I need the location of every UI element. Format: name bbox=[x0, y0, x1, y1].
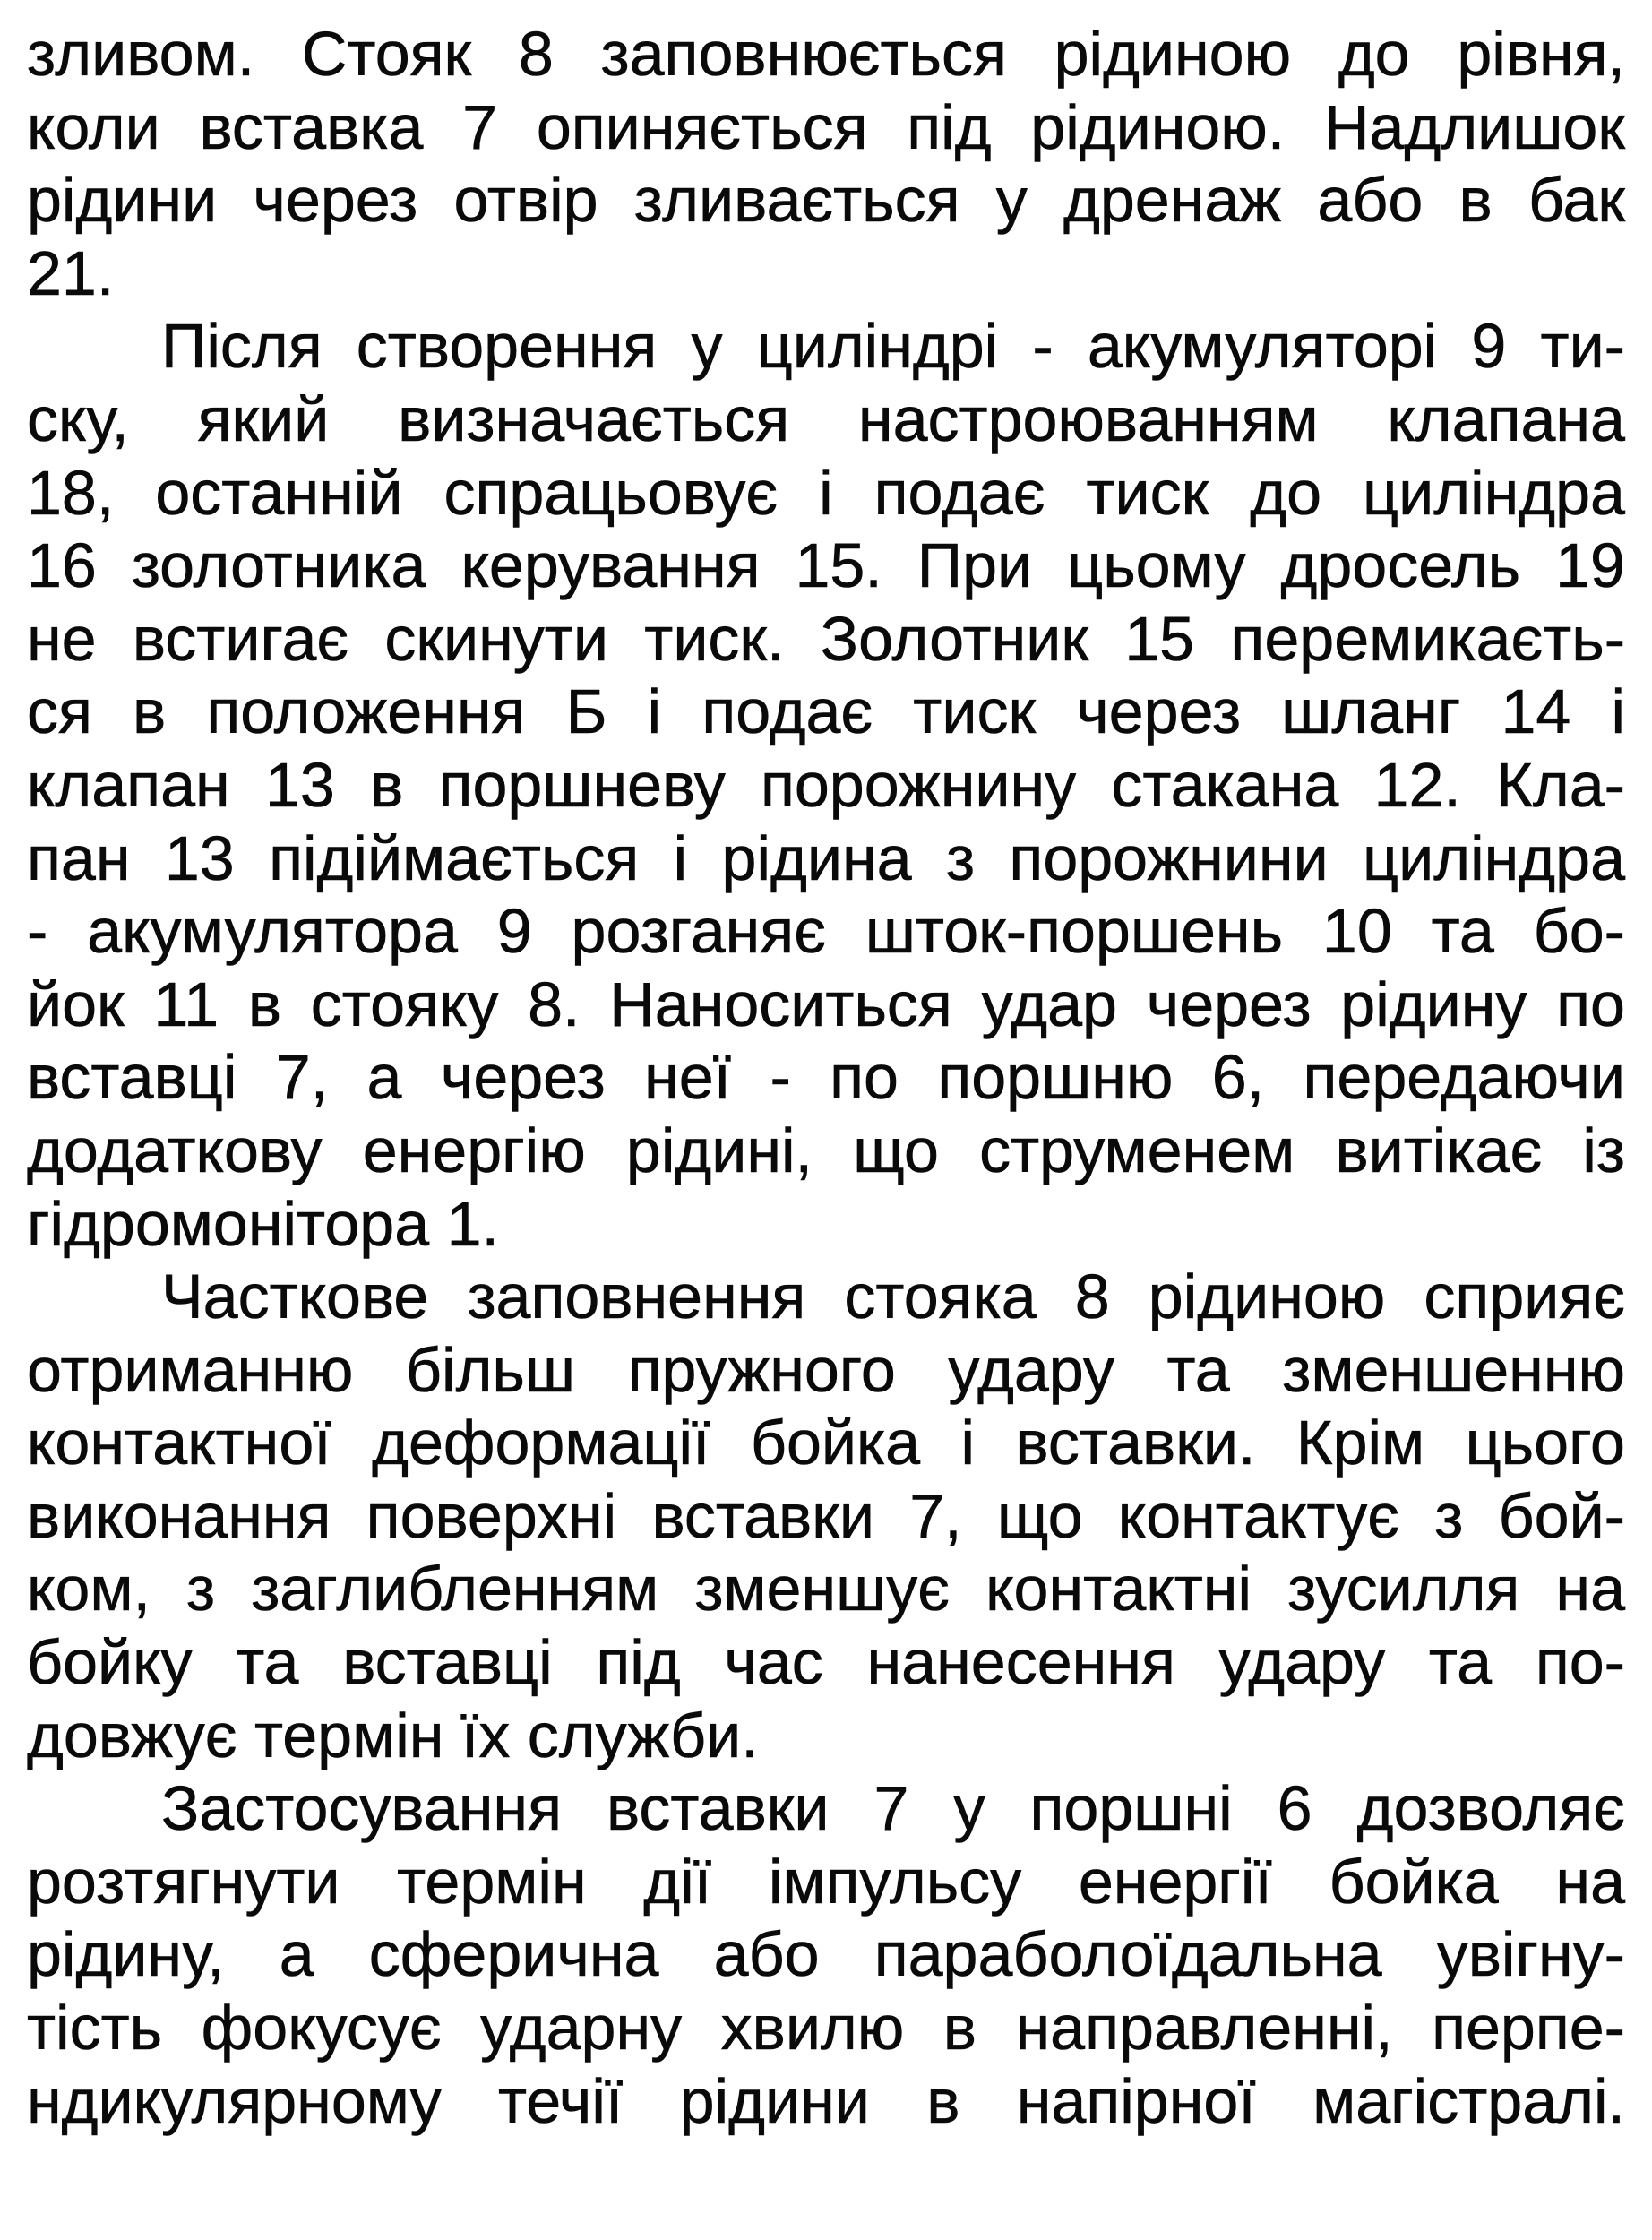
text-line: 18, останній спрацьовує і подає тиск до циліндра bbox=[27, 457, 1625, 528]
text-line: 16 золотника керування 15. При цьому дросель 19 bbox=[27, 530, 1625, 601]
paragraph-3 bbox=[27, 1261, 1625, 1772]
text-line: ком, з заглибленням зменшує контактні зусилля на bbox=[27, 1554, 1625, 1624]
text-line: рідину, а сферична або параболоїдальна увігну- bbox=[27, 1919, 1625, 1990]
text-line: вставці 7, а через неї - по поршню 6, передаючи bbox=[27, 1042, 1625, 1113]
text-line: йок 11 в стояку 8. Наноситься удар через рідину по bbox=[27, 969, 1625, 1039]
text-line: гідромонітора 1. bbox=[27, 1188, 499, 1259]
document-page bbox=[27, 18, 1625, 2222]
text-line: тість фокусує ударну хвилю в направленні, перпе- bbox=[27, 1993, 1625, 2063]
text-line: виконання поверхні вставки 7, що контактує з бой- bbox=[27, 1480, 1625, 1551]
text-line: пан 13 підіймається і рідина з порожнини циліндра bbox=[27, 823, 1625, 893]
paragraph-4 bbox=[27, 1772, 1625, 2138]
paragraph-2 bbox=[27, 310, 1625, 1261]
text-line: Після створення у циліндрі - акумуляторі 9 ти- bbox=[161, 311, 1625, 382]
text-line: 21. bbox=[27, 237, 115, 308]
text-line: розтягнути термін дії імпульсу енергії бойка на bbox=[27, 1846, 1625, 1917]
text-line: додаткову енергію рідині, що струменем витікає із bbox=[27, 1115, 1625, 1185]
text-line: отриманню більш пружного удару та зменшенню bbox=[27, 1334, 1625, 1405]
text-line: коли вставка 7 опиняється під рідиною. Надлишок bbox=[27, 91, 1625, 162]
text-line: рідини через отвір зливається у дренаж або в бак bbox=[27, 165, 1625, 236]
text-line: довжує термін їх служби. bbox=[27, 1700, 759, 1770]
text-line: ндикулярному течії рідини в напірної магістралі. bbox=[27, 2065, 1625, 2136]
text-line: зливом. Стояк 8 заповнюється рідиною до рівня, bbox=[27, 19, 1625, 89]
text-line: не встигає скинути тиск. Золотник 15 перемикаєть- bbox=[27, 603, 1625, 674]
text-line: контактної деформації бойка і вставки. Крім цього bbox=[27, 1408, 1625, 1478]
text-line: клапан 13 в поршневу порожнину стакана 12. Кла- bbox=[27, 749, 1625, 820]
text-line: ску, який визначається настроюванням клапана bbox=[27, 383, 1625, 454]
text-line: - акумулятора 9 розганяє шток-поршень 10 та бо- bbox=[27, 896, 1625, 967]
text-line: бойку та вставці під час нанесення удару та по- bbox=[27, 1627, 1625, 1698]
text-line: ся в положення Б і подає тиск через шланг 14 і bbox=[27, 676, 1625, 747]
text-line: Часткове заповнення стояка 8 рідиною сприяє bbox=[161, 1262, 1625, 1332]
paragraph-1 bbox=[27, 18, 1625, 310]
text-line: Застосування вставки 7 у поршні 6 дозволяє bbox=[161, 1773, 1625, 1844]
